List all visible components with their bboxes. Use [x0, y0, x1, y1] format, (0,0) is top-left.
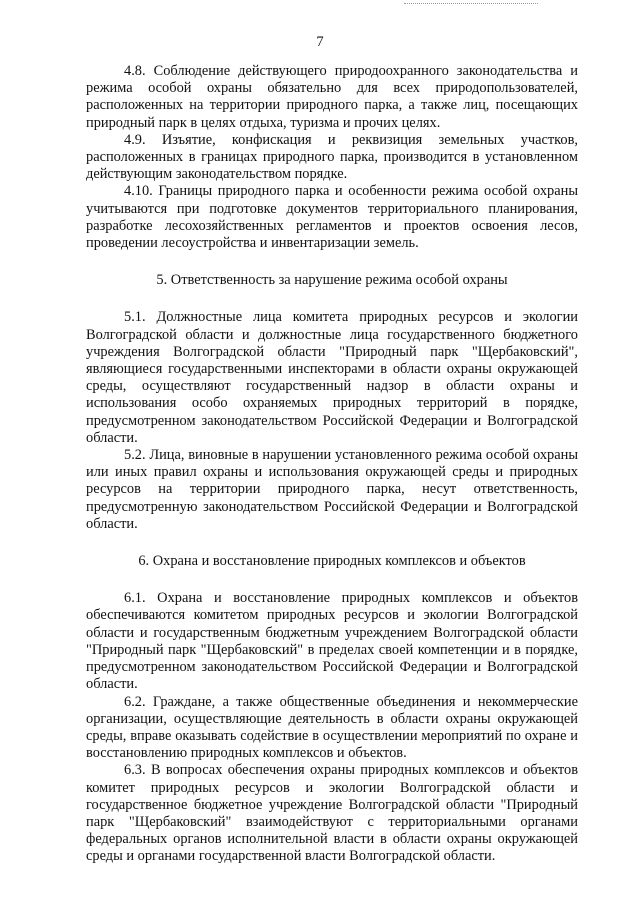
paragraph-4-9: 4.9. Изъятие, конфискация и реквизиция земельных участков, расположенных в границах природного парка, производится в установленном действующим законодательством порядке. — [86, 131, 578, 183]
paragraph-4-10: 4.10. Границы природного парка и особенности режима особой охраны учитываются при подготовке документов территориального планирования, разработке лесохозяйственных регламентов и проектов освоения лесов, проведении лесоустройства и инвентаризации земель. — [86, 183, 578, 252]
paragraph-6-2: 6.2. Граждане, а также общественные объединения и некоммерческие организации, осуществляющие деятельность в области охраны окружающей среды, вправе оказывать содействие в осуществлении мероприятий по охране и восстановлению природных комплексов и объектов. — [86, 693, 578, 762]
paragraph-5-1: 5.1. Должностные лица комитета природных ресурсов и экологии Волгоградской области и должностные лица государственного бюджетного учреждения Волгоградской области "Природный парк "Щербаковский", являющиеся государственными инспекторами в области охраны окружающей среды, осуществляют государственный надзор в области охраны и использования особо охраняемых природных территорий в порядке, предусмотренном законодательством Российской Федерации и Волгоградской области. — [86, 309, 578, 446]
section-heading-5: 5. Ответственность за нарушение режима особой охраны — [156, 272, 508, 289]
document-body — [86, 63, 578, 866]
section-heading-6: 6. Охрана и восстановление природных комплексов и объектов — [138, 553, 526, 570]
paragraph-6-1: 6.1. Охрана и восстановление природных комплексов и объектов обеспечиваются комитетом природных ресурсов и экологии Волгоградской области и государственным бюджетным учреждением Волгоградской области "Природный парк "Щербаковский" в пределах своей компетенции и в порядке, предусмотренном законодательством Российской Федерации и Волгоградской области. — [86, 590, 578, 693]
paragraph-5-2: 5.2. Лица, виновные в нарушении установленного режима особой охраны или иных правил охраны и использования окружающей среды и природных ресурсов на территории природного парка, несут ответственность, предусмотренную законодательством Российской Федерации и Волгоградской области. — [86, 447, 578, 532]
scan-edge-mark — [404, 3, 538, 4]
page-number: 7 — [316, 34, 324, 50]
paragraph-6-3: 6.3. В вопросах обеспечения охраны природных комплексов и объектов комитет природных ресурсов и экологии Волгоградской области и государственное бюджетное учреждение Волгоградской области "Природный парк "Щербаковский" взаимодействуют с территориальными органами федеральных органов исполнительной власти в области охраны окружающей среды и органами государственной власти Волгоградской области. — [86, 762, 578, 865]
paragraph-4-8: 4.8. Соблюдение действующего природоохранного законодательства и режима особой охраны обязательно для всех природопользователей, расположенных на территории природного парка, а также лиц, посещающих природный парк в целях отдыха, туризма и прочих целях. — [86, 63, 578, 131]
